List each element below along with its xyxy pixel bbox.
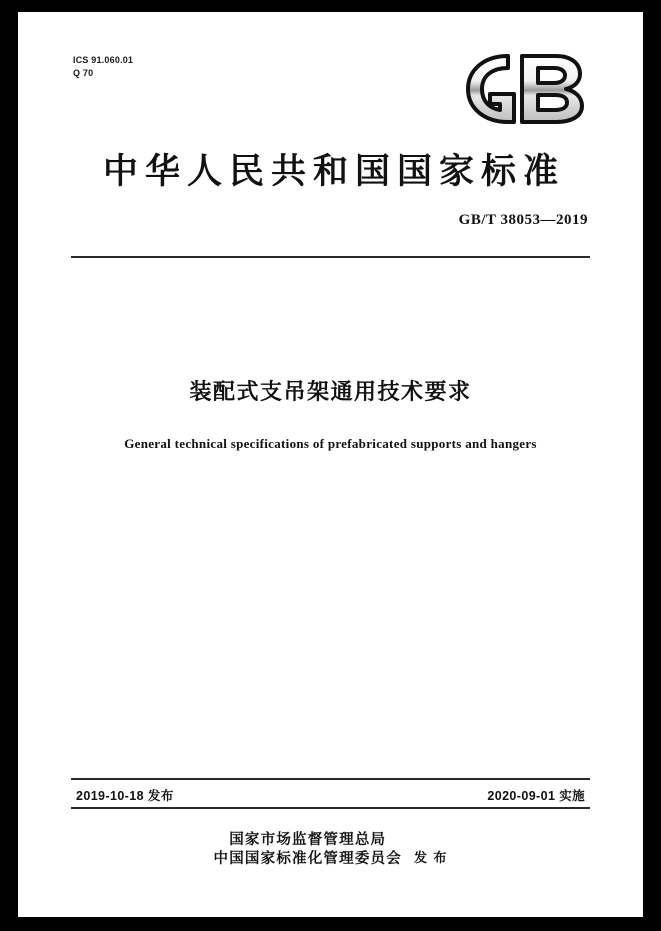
effective-date: 2020-09-01 实施 [487,789,585,803]
footer-divider-bottom [71,807,590,809]
document-cover-page [18,12,643,917]
issuer-line-2: 中国国家标准化管理委员会 [213,850,402,867]
page-title: 中华人民共和国国家标准 [102,151,565,192]
ics-code: ICS 91.060.01 [73,55,134,65]
ics-classification-block [73,54,133,80]
issuer-block [18,830,643,868]
ccs-code: Q 70 [73,68,94,78]
issuer-names [214,830,402,868]
header-divider [71,256,590,258]
issue-date: 2019-10-18 发布 [76,789,174,803]
issuer-line-1: 国家市场监督管理总局 [229,831,387,848]
issuer-inner [214,830,448,868]
gb-logo [458,50,588,128]
document-title-english: General technical specifications of prefabricated supports and hangers [124,436,537,451]
standard-number: GB/T 38053—2019 [458,212,588,228]
issuer-publish-label: 发 布 [413,850,448,866]
document-title-chinese: 装配式支吊架通用技术要求 [189,379,472,405]
footer-divider-top [71,778,590,780]
